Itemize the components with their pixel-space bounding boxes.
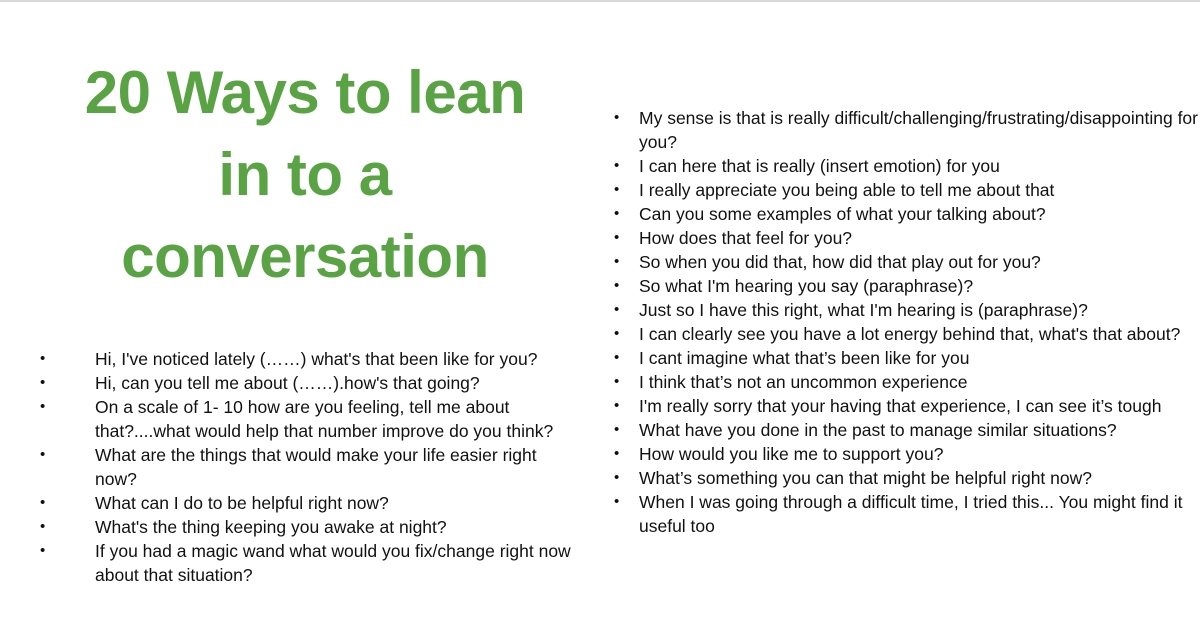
right-bullet-list bbox=[639, 106, 1199, 538]
list-item: • So when you did that, how did that play out for you? bbox=[639, 250, 1199, 274]
list-item: • My sense is that is really difficult/challenging/frustrating/disappointing for you? bbox=[639, 106, 1199, 154]
list-item: • Hi, can you tell me about (……).how's that going? bbox=[95, 371, 575, 395]
list-item: • Can you some examples of what your talking about? bbox=[639, 202, 1199, 226]
list-item: • What are the things that would make your life easier right now? bbox=[95, 443, 575, 491]
list-item: • So what I'm hearing you say (paraphrase)? bbox=[639, 274, 1199, 298]
title-line-1: 20 Ways to lean bbox=[84, 59, 526, 126]
list-item: • What have you done in the past to manage similar situations? bbox=[639, 418, 1199, 442]
list-item: • How would you like me to support you? bbox=[639, 442, 1199, 466]
title-line-2: in to a bbox=[218, 141, 392, 208]
list-item: • Just so I have this right, what I'm hearing is (paraphrase)? bbox=[639, 298, 1199, 322]
list-item: • When I was going through a difficult time, I tried this... You might find it useful too bbox=[639, 490, 1199, 538]
list-item: • I think that’s not an uncommon experience bbox=[639, 370, 1199, 394]
slide-title bbox=[60, 52, 550, 298]
list-item: • Hi, I've noticed lately (……) what's that been like for you? bbox=[95, 347, 575, 371]
list-item: • I really appreciate you being able to tell me about that bbox=[639, 178, 1199, 202]
list-item: • How does that feel for you? bbox=[639, 226, 1199, 250]
list-item: • What’s something you can that might be helpful right now? bbox=[639, 466, 1199, 490]
title-line-3: conversation bbox=[121, 223, 489, 290]
list-item: • I cant imagine what that’s been like for you bbox=[639, 346, 1199, 370]
list-item: • What's the thing keeping you awake at night? bbox=[95, 515, 575, 539]
list-item: • I'm really sorry that your having that experience, I can see it’s tough bbox=[639, 394, 1199, 418]
list-item: • On a scale of 1- 10 how are you feeling, tell me about that?....what would help that number improve do you think? bbox=[95, 395, 575, 443]
list-item: • What can I do to be helpful right now? bbox=[95, 491, 575, 515]
list-item: • I can clearly see you have a lot energy behind that, what's that about? bbox=[639, 322, 1199, 346]
list-item: • I can here that is really (insert emotion) for you bbox=[639, 154, 1199, 178]
left-bullet-list bbox=[95, 347, 575, 587]
list-item: • If you had a magic wand what would you fix/change right now about that situation? bbox=[95, 539, 575, 587]
